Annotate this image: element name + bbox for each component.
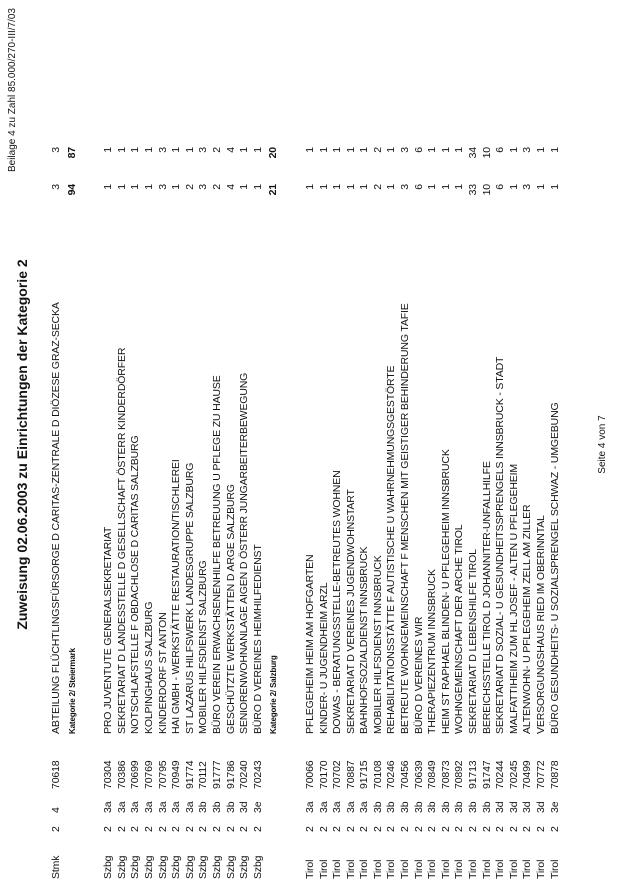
cell-count-2: 2: [210, 147, 223, 153]
cell-count-1: 1: [507, 184, 520, 190]
cell-count-1: 2: [210, 184, 223, 190]
cell-facility-name: SENIORENWOHNANLAGE AIGEN D ÖSTERR JUNGARBEITERBEWEGUNG: [238, 372, 251, 734]
document-title: Zuweisung 02.06.2003 zu Einrichtungen der Kategorie 2: [14, 259, 30, 630]
summary-label: Kategorie 2/ Steiermark: [67, 648, 77, 734]
cell-count-2: 6: [494, 147, 507, 153]
cell-count-2: 1: [303, 147, 316, 153]
cell-category: 2: [412, 826, 425, 832]
attachment-reference: Beilage 4 zu Zahl 85.000/270-III/7/03: [7, 8, 18, 173]
cell-subcategory: 3b: [371, 801, 384, 813]
cell-count-2: 3: [50, 147, 62, 153]
cell-facility-name: KINDER- U JUGENDHEIM ARZL: [317, 582, 330, 734]
cell-count-2: 3: [156, 147, 169, 153]
cell-count-1: 1: [385, 184, 398, 190]
cell-facility-name: HAI GMBH - WERKSTÄTTE RESTAURATION/TISCHLEREI: [170, 459, 183, 734]
cell-subcategory: 3a: [170, 801, 183, 813]
cell-region: Tirol: [358, 859, 371, 879]
cell-facility-name: KOLPINGHAUS SALZBURG: [142, 601, 155, 734]
cell-count-2: 34: [467, 147, 480, 159]
cell-facility-id: 70873: [439, 760, 452, 789]
cell-category: 2: [439, 826, 452, 832]
table-row: [413, 147, 427, 879]
cell-facility-id: 70892: [453, 760, 466, 789]
table-row: [157, 147, 171, 879]
table-row: [535, 147, 549, 879]
cell-count-2: 1: [102, 147, 115, 153]
cell-category: 2: [224, 826, 237, 832]
table-row: [225, 147, 239, 879]
cell-category: 2: [183, 826, 196, 832]
cell-subcategory: 3d: [507, 801, 520, 813]
cell-facility-id: 91713: [467, 760, 480, 789]
cell-subcategory: 4: [50, 807, 62, 813]
cell-subcategory: 3a: [129, 801, 142, 813]
cell-count-2: 1: [331, 147, 344, 153]
summary-label: Kategorie 2/ Salzburg: [269, 655, 279, 734]
cell-facility-name: BETREUTE WOHNGEMEINSCHAFT F MENSCHEN MIT GEISTIGER BEHINDERUNG TAFIE: [399, 303, 412, 734]
cell-facility-name: GESCHÜTZTE WERKSTÄTTEN D ARGE SALZBURG: [224, 484, 237, 734]
cell-category: 2: [129, 826, 142, 832]
cell-facility-id: 70639: [412, 760, 425, 789]
cell-region: Szbg: [129, 855, 142, 879]
cell-region: Szbg: [115, 855, 128, 879]
cell-subcategory: 3a: [102, 801, 115, 813]
cell-subcategory: 3a: [115, 801, 128, 813]
cell-facility-name: NOTSCHLAFSTELLE F OBDACHLOSE D CARITAS SALZBURG: [129, 435, 142, 734]
cell-count-1: 6: [412, 184, 425, 190]
cell-region: Szbg: [102, 855, 115, 879]
table-row: [143, 147, 157, 879]
cell-facility-name: REHABILITATIONSSTÄTTE F AUTISTISCHE U WAHRNEHMUNGSGESTÖRTE: [385, 365, 398, 734]
cell-region: Tirol: [535, 859, 547, 879]
cell-count-1: 1: [453, 184, 466, 190]
cell-subcategory: 3a: [142, 801, 155, 813]
summary-total-2: 87: [65, 147, 78, 159]
cell-count-1: 1: [238, 184, 251, 190]
cell-subcategory: 3b: [439, 801, 452, 813]
cell-count-2: 3: [399, 147, 412, 153]
cell-count-1: 1: [439, 184, 452, 190]
cell-category: 2: [50, 826, 62, 832]
cell-facility-name: BAHNHOFSOZIALDIENST INNSBRUCK: [358, 546, 371, 734]
cell-region: Szbg: [238, 855, 251, 879]
cell-subcategory: 3d: [521, 801, 534, 813]
cell-facility-id: 70849: [426, 760, 439, 789]
cell-category: 2: [535, 826, 547, 832]
cell-subcategory: 3a: [317, 801, 330, 813]
cell-facility-name: SEKRETARIAT D VEREINES JUGENDWOHNSTART: [344, 489, 357, 734]
cell-facility-name: BEREICHSSTELLE TIROL D JOHANNITER-UNFALLHILFE: [480, 461, 493, 734]
table-row: [197, 147, 211, 879]
cell-category: 2: [467, 826, 480, 832]
cell-facility-name: PRO JUVENTUTE GENERALSEKRETARIAT: [102, 526, 115, 734]
table-row: [426, 147, 440, 879]
cell-count-1: 1: [102, 184, 115, 190]
cell-region: Tirol: [303, 859, 316, 879]
cell-facility-id: 70769: [142, 760, 155, 789]
cell-subcategory: 3b: [385, 801, 398, 813]
cell-facility-name: BÜRO D VEREINES HEIMHILFEDIENST: [251, 544, 264, 734]
table-row: [345, 147, 359, 879]
cell-count-1: 1: [358, 184, 371, 190]
cell-count-2: 1: [129, 147, 142, 153]
cell-facility-name: MOBILER HILFSDIENST SALZBURG: [197, 560, 210, 734]
cell-count-1: 3: [521, 184, 534, 190]
table-row: [129, 147, 143, 879]
cell-count-1: 1: [129, 184, 142, 190]
table-row: [211, 147, 225, 879]
cell-facility-id: 70244: [494, 760, 507, 789]
cell-count-1: 33: [467, 184, 480, 196]
table-row: [549, 147, 563, 879]
cell-region: Szbg: [170, 855, 183, 879]
cell-count-1: 1: [344, 184, 357, 190]
cell-count-1: 1: [317, 184, 330, 190]
cell-count-2: 1: [453, 147, 466, 153]
table-row: [116, 147, 130, 879]
cell-region: Tirol: [331, 859, 344, 879]
cell-count-2: 1: [251, 147, 264, 153]
cell-region: Stmk: [50, 855, 62, 879]
cell-count-2: 1: [317, 147, 330, 153]
cell-region: Szbg: [156, 855, 169, 879]
cell-count-1: 2: [183, 184, 196, 190]
cell-region: Tirol: [344, 859, 357, 879]
cell-count-2: 1: [142, 147, 155, 153]
cell-count-1: 1: [115, 184, 128, 190]
summary-indent: [267, 734, 281, 879]
cell-facility-id: 70243: [251, 760, 264, 789]
cell-subcategory: 3b: [210, 801, 223, 813]
cell-facility-name: VERSORGUNGSHAUS RIED IM OBERINNTAL: [535, 515, 547, 734]
cell-subcategory: 3b: [224, 801, 237, 813]
cell-category: 2: [115, 826, 128, 832]
cell-subcategory: 3d: [494, 801, 507, 813]
cell-count-2: 1: [535, 147, 547, 153]
cell-facility-id: 70112: [197, 761, 210, 789]
cell-subcategory: 3a: [183, 801, 196, 813]
table-row: [102, 147, 116, 879]
cell-facility-id: 70066: [303, 760, 316, 789]
cell-count-1: 1: [535, 184, 547, 190]
cell-facility-id: 70499: [521, 760, 534, 789]
cell-facility-name: DOWAS - BERATUNGSSTELLE-BETREUTES WOHNEN: [331, 470, 344, 734]
cell-region: Tirol: [453, 859, 466, 879]
cell-count-2: 4: [224, 147, 237, 153]
cell-facility-id: 70245: [507, 760, 520, 789]
table-row: [184, 147, 198, 879]
cell-region: Tirol: [371, 859, 384, 879]
cell-facility-id: 70887: [344, 760, 357, 789]
cell-facility-name: PFLEGEHEIM HEIM AM HOFGARTEN: [303, 554, 316, 734]
cell-facility-name: BÜRO D VEREINES WIR: [412, 616, 425, 734]
table-row: [385, 147, 399, 879]
cell-region: Tirol: [548, 859, 561, 879]
cell-subcategory: 3d: [535, 801, 547, 813]
cell-category: 2: [238, 826, 251, 832]
category-summary-row: [66, 147, 80, 879]
cell-facility-id: 70304: [102, 760, 115, 789]
cell-facility-name: BÜRO VEREIN ERWACHSENENHILFE BETREUUNG U PFLEGE ZU HAUSE: [210, 375, 223, 734]
cell-count-2: 1: [507, 147, 520, 153]
cell-facility-name: MALFATTIHEIM ZUM HL JOSEF - ALTEN U PFLEGEHEIM: [507, 463, 520, 734]
table-section: [50, 147, 79, 879]
cell-count-2: 1: [344, 147, 357, 153]
cell-facility-name: ALTENWOHN- U PFLEGEHEIM ZELL AM ZILLER: [521, 504, 534, 734]
cell-facility-name: SEKRETARIAT D LEBENSHILFE TIROL: [467, 549, 480, 734]
cell-count-1: 1: [251, 184, 264, 190]
table-row: [170, 147, 184, 879]
cell-category: 2: [426, 826, 439, 832]
cell-count-2: 1: [238, 147, 251, 153]
cell-facility-name: WOHNGEMEINSCHAFT DER ARCHE TIROL: [453, 524, 466, 734]
cell-facility-id: 70108: [371, 760, 384, 789]
table-row: [50, 147, 64, 879]
page-number: Seite 4 von 7: [597, 415, 608, 474]
cell-region: Tirol: [399, 859, 412, 879]
summary-indent: [66, 734, 80, 879]
cell-count-1: 6: [494, 184, 507, 190]
cell-count-2: 1: [183, 147, 196, 153]
summary-total-1: 94: [65, 184, 78, 196]
cell-count-2: 2: [371, 147, 384, 153]
cell-facility-id: 70386: [115, 760, 128, 789]
cell-count-1: 3: [399, 184, 412, 190]
cell-subcategory: 3a: [303, 801, 316, 813]
cell-region: Tirol: [467, 859, 480, 879]
table-row: [494, 147, 508, 879]
cell-category: 2: [507, 826, 520, 832]
cell-subcategory: 3b: [399, 801, 412, 813]
cell-category: 2: [170, 826, 183, 832]
cell-region: Tirol: [507, 859, 520, 879]
table-row: [440, 147, 454, 879]
cell-region: Tirol: [317, 859, 330, 879]
cell-facility-name: ST LAZARUS HILFSWERK LANDESGRUPPE SALZBURG: [183, 462, 196, 734]
category-summary-row: [267, 147, 281, 879]
summary-total-2: 20: [267, 147, 280, 159]
cell-count-2: 3: [521, 147, 534, 153]
cell-count-1: 2: [371, 184, 384, 190]
cell-region: Szbg: [224, 855, 237, 879]
cell-facility-name: SEKRETARIAT D SOZIAL- U GESUNDHEITSSPRENGELS INNSBRUCK - STADT: [494, 356, 507, 734]
cell-count-2: 1: [115, 147, 128, 153]
cell-facility-id: 70878: [548, 760, 561, 789]
cell-facility-name: MOBILER HILFSDIENST INNSBRUCK: [371, 555, 384, 734]
cell-count-1: 3: [156, 184, 169, 190]
cell-facility-id: 91715: [358, 760, 371, 789]
cell-subcategory: 3b: [453, 801, 466, 813]
table-row: [521, 147, 535, 879]
cell-category: 2: [317, 826, 330, 832]
table-section: [304, 147, 562, 879]
cell-count-2: 6: [412, 147, 425, 153]
cell-facility-id: 70170: [317, 760, 330, 789]
table-row: [304, 147, 318, 879]
cell-facility-id: 70618: [50, 760, 62, 789]
cell-facility-id: 91777: [210, 760, 223, 789]
cell-subcategory: 3b: [480, 801, 493, 813]
cell-region: Szbg: [251, 855, 264, 879]
cell-category: 2: [385, 826, 398, 832]
cell-region: Szbg: [183, 855, 196, 879]
cell-facility-id: 70949: [170, 760, 183, 789]
table-row: [372, 147, 386, 879]
cell-category: 2: [142, 826, 155, 832]
cell-count-1: 4: [224, 184, 237, 190]
cell-count-1: 1: [548, 184, 561, 190]
cell-region: Tirol: [439, 859, 452, 879]
cell-category: 2: [371, 826, 384, 832]
cell-facility-name: THERAPIEZENTRUM INNSBRUCK: [426, 569, 439, 734]
cell-facility-name: KINDERDORF ST ANTON: [156, 612, 169, 734]
cell-category: 2: [453, 826, 466, 832]
cell-subcategory: 3a: [331, 801, 344, 813]
cell-region: Tirol: [385, 859, 398, 879]
cell-facility-id: 91747: [480, 760, 493, 789]
cell-facility-id: 70246: [385, 760, 398, 789]
cell-count-2: 3: [197, 147, 210, 153]
cell-category: 2: [344, 826, 357, 832]
summary-total-1: 21: [267, 184, 280, 196]
cell-count-2: 1: [548, 147, 561, 153]
cell-facility-name: SEKRETARIAT D LANDESSTELLE D GESELLSCHAFT ÖSTERR KINDERDÖRFER: [115, 347, 128, 734]
cell-count-2: 1: [426, 147, 439, 153]
cell-count-1: 1: [142, 184, 155, 190]
table-section: [102, 147, 281, 879]
cell-count-2: 1: [439, 147, 452, 153]
cell-facility-id: 91786: [224, 760, 237, 789]
cell-subcategory: 3a: [344, 801, 357, 813]
table-row: [358, 147, 372, 879]
cell-category: 2: [303, 826, 316, 832]
cell-count-1: 3: [197, 184, 210, 190]
cell-facility-id: 91774: [183, 760, 196, 789]
table-row: [238, 147, 252, 879]
cell-subcategory: 3a: [156, 801, 169, 813]
cell-subcategory: 3b: [426, 801, 439, 813]
cell-category: 2: [494, 826, 507, 832]
cell-facility-id: 70699: [129, 760, 142, 789]
table-row: [399, 147, 413, 879]
cell-count-1: 10: [480, 184, 493, 196]
cell-region: Szbg: [197, 855, 210, 879]
cell-count-2: 1: [170, 147, 183, 153]
cell-region: Tirol: [480, 859, 493, 879]
table-row: [481, 147, 495, 879]
cell-category: 2: [251, 826, 264, 832]
cell-category: 2: [521, 826, 534, 832]
table-row: [318, 147, 332, 879]
cell-facility-id: 70240: [238, 760, 251, 789]
cell-count-1: 1: [331, 184, 344, 190]
cell-category: 2: [480, 826, 493, 832]
cell-subcategory: 3b: [412, 801, 425, 813]
cell-facility-name: ABTEILUNG FLÜCHTLINGSFÜRSORGE D CARITAS-ZENTRALE D DIÖZESE GRAZ-SECKA: [50, 302, 62, 734]
cell-facility-id: 70702: [331, 760, 344, 789]
cell-region: Tirol: [412, 859, 425, 879]
cell-count-2: 10: [480, 147, 493, 159]
cell-subcategory: 3e: [251, 801, 264, 813]
cell-count-2: 1: [358, 147, 371, 153]
cell-count-2: 1: [385, 147, 398, 153]
cell-region: Tirol: [426, 859, 439, 879]
cell-subcategory: 3b: [467, 801, 480, 813]
cell-category: 2: [548, 826, 561, 832]
cell-facility-name: HEIM ST RAPHAEL BLINDEN- U PFLEGEHEIM INNSBRUCK: [439, 449, 452, 734]
cell-category: 2: [102, 826, 115, 832]
cell-category: 2: [331, 826, 344, 832]
table-row: [252, 147, 266, 879]
cell-region: Szbg: [142, 855, 155, 879]
cell-region: Szbg: [210, 855, 223, 879]
table-row: [508, 147, 522, 879]
cell-count-1: 3: [50, 184, 62, 190]
cell-count-1: 1: [170, 184, 183, 190]
table-row: [331, 147, 345, 879]
table-row: [453, 147, 467, 879]
cell-subcategory: 3e: [548, 801, 561, 813]
cell-subcategory: 3a: [358, 801, 371, 813]
cell-count-1: 1: [426, 184, 439, 190]
cell-facility-id: 70772: [535, 760, 547, 789]
cell-category: 2: [399, 826, 412, 832]
cell-region: Tirol: [521, 859, 534, 879]
cell-category: 2: [156, 826, 169, 832]
cell-facility-id: 70795: [156, 760, 169, 789]
cell-category: 2: [197, 826, 210, 832]
cell-category: 2: [358, 826, 371, 832]
cell-count-1: 1: [303, 184, 316, 190]
cell-subcategory: 3d: [238, 801, 251, 813]
cell-category: 2: [210, 826, 223, 832]
cell-region: Tirol: [494, 859, 507, 879]
cell-subcategory: 3b: [197, 801, 210, 813]
cell-facility-name: BÜRO GESUNDHEITS- U SOZIALSPRENGEL SCHWAZ - UMGEBUNG: [548, 402, 561, 734]
cell-facility-id: 70456: [399, 760, 412, 789]
table-row: [467, 147, 481, 879]
assignments-table: [50, 147, 562, 879]
